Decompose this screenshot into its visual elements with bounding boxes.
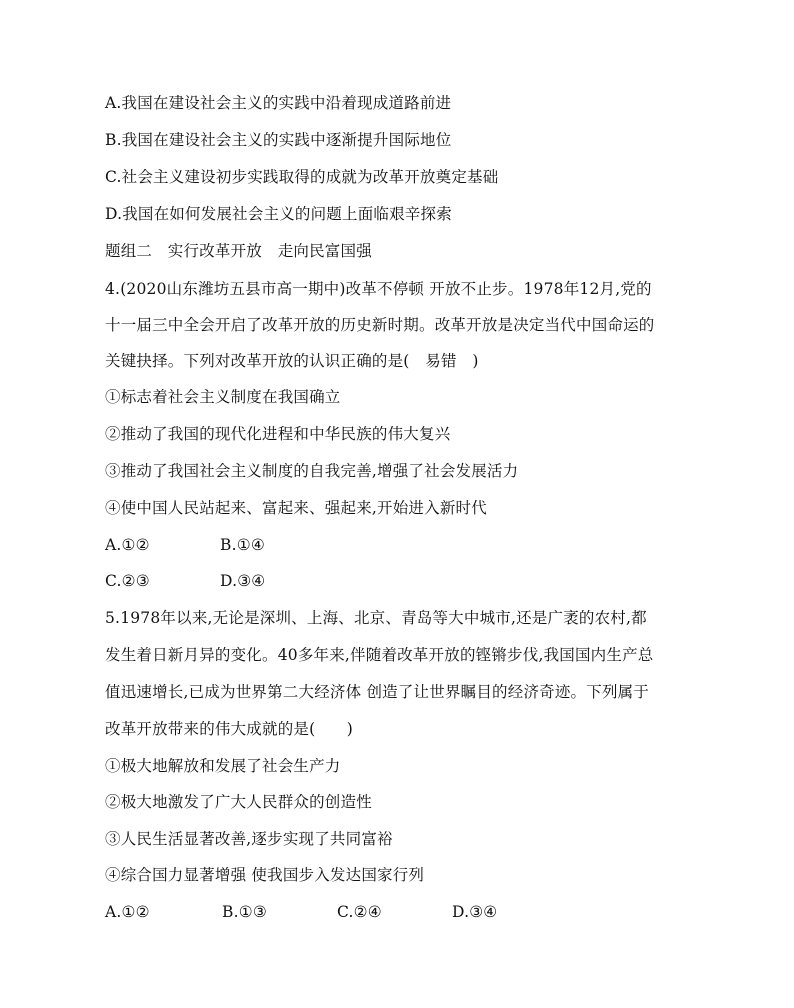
q3-option-b: B.我国在建设社会主义的实践中逐渐提升国际地位	[105, 131, 452, 149]
q4-choice-c: C.②③	[105, 572, 150, 590]
q3-option-c: C.社会主义建设初步实践取得的成就为改革开放奠定基础	[105, 168, 499, 186]
section-heading: 题组二 实行改革开放 走向民富国强	[105, 242, 372, 260]
q4-stem-line-1: 4.(2020山东潍坊五县市高一期中)改革不停顿 开放不止步。1978年12月,党的	[105, 280, 652, 298]
q5-stem-line-2: 发生着日新月异的变化。40多年来,伴随着改革开放的铿锵步伐,我国国内生产总	[105, 646, 654, 664]
q4-statement-3: ③推动了我国社会主义制度的自我完善,增强了社会发展活力	[105, 462, 519, 480]
q5-choice-c: C.②④	[337, 903, 382, 921]
q4-stem-line-2: 十一届三中全会开启了改革开放的历史新时期。改革开放是决定当代中国命运的	[105, 316, 655, 334]
q4-choice-d: D.③④	[220, 572, 266, 590]
q5-statement-2: ②极大地激发了广大人民群众的创造性	[105, 793, 372, 811]
q4-choice-b: B.①④	[220, 536, 265, 554]
q5-stem-line-4: 改革开放带来的伟大成就的是( )	[105, 720, 353, 738]
q5-stem-line-1: 5.1978年以来,无论是深圳、上海、北京、青岛等大中城市,还是广袤的农村,都	[105, 609, 647, 627]
q5-statement-4: ④综合国力显著增强 使我国步入发达国家行列	[105, 866, 425, 884]
q3-option-d: D.我国在如何发展社会主义的问题上面临艰辛探索	[105, 205, 452, 223]
q4-statement-2: ②推动了我国的现代化进程和中华民族的伟大复兴	[105, 425, 451, 443]
q4-statement-1: ①标志着社会主义制度在我国确立	[105, 388, 341, 406]
q4-stem-line-3: 关键抉择。下列对改革开放的认识正确的是( 易错 )	[105, 352, 479, 370]
q4-statement-4: ④使中国人民站起来、富起来、强起来,开始进入新时代	[105, 499, 487, 517]
q5-statement-1: ①极大地解放和发展了社会生产力	[105, 757, 341, 775]
q5-statement-3: ③人民生活显著改善,逐步实现了共同富裕	[105, 830, 393, 848]
q5-choice-b: B.①③	[222, 903, 267, 921]
q5-choice-a: A.①②	[105, 903, 150, 921]
q4-choice-a: A.①②	[105, 536, 150, 554]
q3-option-a: A.我国在建设社会主义的实践中沿着现成道路前进	[105, 94, 452, 112]
q5-stem-line-3: 值迅速增长,已成为世界第二大经济体 创造了让世界瞩目的经济奇迹。下列属于	[105, 683, 650, 701]
q5-choice-d: D.③④	[452, 903, 498, 921]
